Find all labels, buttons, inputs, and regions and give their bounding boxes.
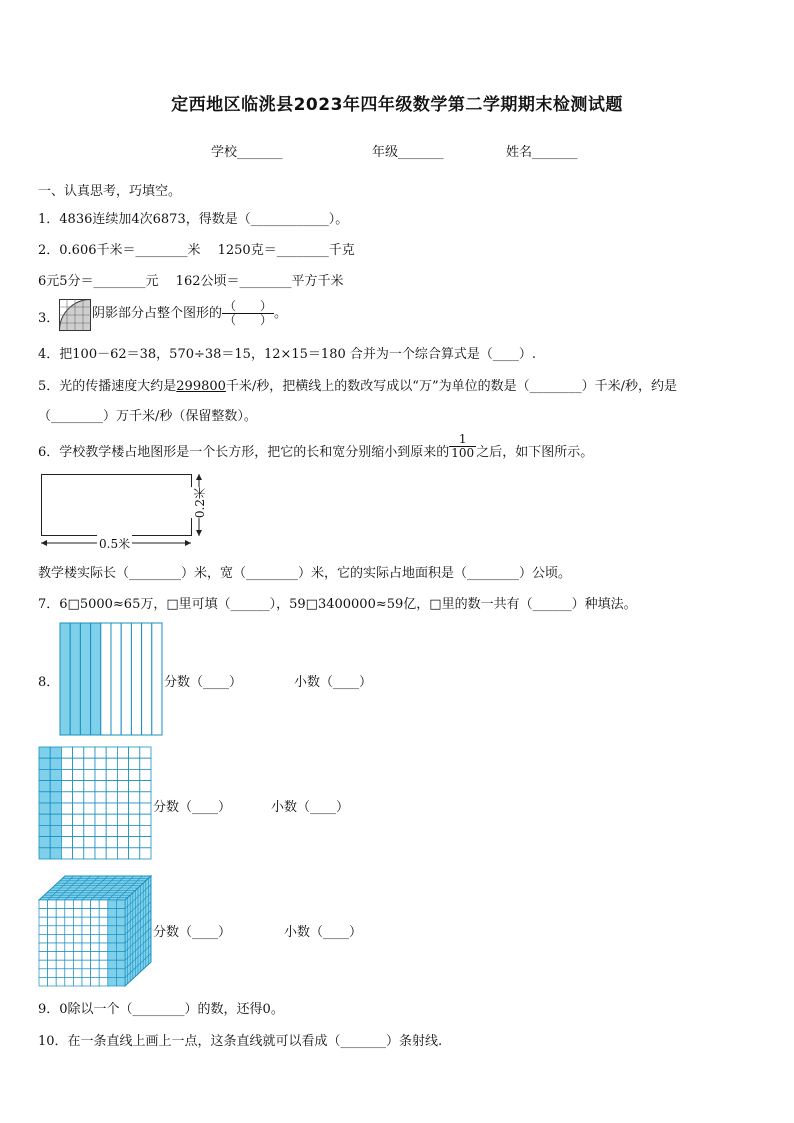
shaded-cell [108,952,117,961]
question-3-number: 3． [38,311,60,326]
blank-cell [56,926,65,935]
shaded-cell [108,960,117,969]
blank-cell [84,769,95,780]
page-title: 定西地区临洮县2023年四年级数学第二学期期末检测试题 [171,95,623,115]
shaded-cell [50,837,61,848]
blank-strip [131,623,141,735]
blank-cell [117,848,128,859]
shaded-cell [39,825,50,836]
blank-cell [117,758,128,769]
shaded-cell [108,977,117,986]
blank-cell [129,814,140,825]
shaded-cell [50,792,61,803]
blank-cell [56,943,65,952]
blank-cell [82,900,91,909]
blank-cell [56,909,65,918]
shaded-cell [50,848,61,859]
question-6-post: 之后，如下图所示。 [476,445,594,460]
shaded-cell [39,848,50,859]
blank-cell [48,977,57,986]
question-5-post: 千米/秒，把横线上的数改写成以“万”为单位的数是（________）千米/秒，约是 [225,379,677,394]
blank-cell [56,952,65,961]
blank-cell [73,926,82,935]
blank-cell [39,969,48,978]
question-2-line-1: 2．0.606千米＝________米 1250克＝________千克 [38,243,355,258]
section-heading: 一、认真思考，巧填空。 [38,184,182,199]
blank-cell [56,969,65,978]
figure-2-fraction-answer: 分数（____） [153,800,232,815]
question-5-line-2: （________）万千米/秒（保留整数）。 [38,409,257,424]
blank-cell [39,943,48,952]
blank-cell [140,769,151,780]
shaded-cell [116,900,125,909]
blank-cell [91,969,100,978]
blank-cell [129,803,140,814]
blank-cell [56,934,65,943]
blank-cell [48,952,57,961]
blank-cell [56,960,65,969]
blank-cell [65,909,74,918]
shaded-cell [116,977,125,986]
blank-cell [106,758,117,769]
question-4: 4．把100－62＝38，570÷38＝15，12×15＝180 合并为一个综合算式是（____）. [38,347,537,362]
blank-cell [140,803,151,814]
blank-cell [91,952,100,961]
question-5-line-1 [38,375,677,394]
question-2-line-2: 6元5分＝________元 162公顷＝________平方千米 [38,274,344,289]
blank-cell [73,900,82,909]
blank-cell [48,926,57,935]
blank-cell [73,803,84,814]
figure-2-decimal-answer: 小数（____） [271,800,350,815]
blank-cell [39,934,48,943]
shaded-cell [50,803,61,814]
figure-3-decimal-answer: 小数（____） [284,925,363,940]
blank-cell [95,758,106,769]
blank-cell [65,943,74,952]
blank-cell [95,825,106,836]
shaded-cell [116,934,125,943]
blank-cell [73,769,84,780]
blank-cell [82,909,91,918]
blank-cell [95,781,106,792]
question-3-fraction [222,300,274,327]
shaded-cell [39,792,50,803]
blank-cell [91,934,100,943]
blank-cell [73,825,84,836]
figure-1-decimal-answer: 小数（____） [294,675,373,690]
blank-cell [91,943,100,952]
blank-cell [140,814,151,825]
shaded-cell [116,926,125,935]
blank-cell [84,803,95,814]
blank-cell [91,909,100,918]
question-1: 1．4836连续加4次6873，得数是（____________）。 [38,212,349,227]
blank-cell [48,960,57,969]
fraction-denominator: （ ） [224,313,273,328]
light-speed-value: 299800 [176,379,226,394]
blank-cell [73,747,84,758]
blank-cell [56,917,65,926]
blank-cell [95,803,106,814]
blank-cell [129,781,140,792]
fraction-figure-strips [59,622,163,736]
blank-cell [61,837,72,848]
blank-cell [95,814,106,825]
figure-1-fraction-answer: 分数（____） [164,675,243,690]
blank-strip [121,623,131,735]
blank-cell [91,917,100,926]
blank-cell [95,848,106,859]
blank-cell [129,825,140,836]
blank-cell [99,969,108,978]
hundred-grid-figure [38,746,152,860]
blank-cell [61,814,72,825]
blank-cell [140,758,151,769]
blank-cell [61,747,72,758]
blank-cell [99,952,108,961]
blank-cell [82,926,91,935]
blank-strip [152,623,162,735]
blank-cell [65,969,74,978]
blank-cell [82,977,91,986]
blank-cell [73,837,84,848]
blank-cell [140,837,151,848]
shaded-cell [39,803,50,814]
blank-cell [99,900,108,909]
blank-cell [73,952,82,961]
blank-cell [48,934,57,943]
blank-cell [91,977,100,986]
shaded-cell [116,952,125,961]
shaded-cell [108,900,117,909]
blank-cell [106,769,117,780]
shaded-strip [60,623,70,735]
grade-field: 年级_______ [372,145,444,160]
blank-cell [106,803,117,814]
blank-cell [129,769,140,780]
blank-cell [84,792,95,803]
shaded-cell [50,825,61,836]
blank-cell [95,769,106,780]
blank-cell [73,909,82,918]
blank-cell [84,814,95,825]
blank-cell [61,758,72,769]
question-8-number: 8． [38,675,60,690]
blank-cell [39,917,48,926]
question-5-pre: 5．光的传播速度大约是 [38,379,177,394]
blank-cell [106,792,117,803]
shaded-cell [50,814,61,825]
blank-cell [48,900,57,909]
blank-cell [73,814,84,825]
blank-cell [117,781,128,792]
blank-cell [129,792,140,803]
shaded-cell [116,969,125,978]
blank-cell [82,917,91,926]
blank-cell [61,803,72,814]
blank-cell [106,814,117,825]
blank-cell [65,977,74,986]
blank-cell [39,952,48,961]
shaded-cell [39,814,50,825]
shaded-cell [108,917,117,926]
blank-cell [82,969,91,978]
blank-cell [117,792,128,803]
blank-cell [91,900,100,909]
blank-cell [117,825,128,836]
blank-cell [84,781,95,792]
shaded-cell [116,943,125,952]
blank-cell [95,792,106,803]
blank-cell [61,825,72,836]
blank-strip [142,623,152,735]
blank-cell [129,848,140,859]
blank-cell [140,848,151,859]
blank-cell [73,792,84,803]
shaded-cell [108,926,117,935]
question-6-pre: 6．学校教学楼占地图形是一个长方形，把它的长和宽分别缩小到原来的 [38,445,450,460]
blank-cell [48,909,57,918]
blank-cell [73,934,82,943]
blank-cell [106,825,117,836]
school-field: 学校_______ [211,145,283,160]
blank-cell [91,960,100,969]
blank-cell [73,758,84,769]
blank-cell [65,900,74,909]
blank-cell [140,825,151,836]
blank-cell [99,926,108,935]
blank-cell [117,747,128,758]
blank-cell [48,943,57,952]
blank-strip [101,623,111,735]
shaded-cell [116,917,125,926]
blank-cell [91,926,100,935]
blank-cell [61,848,72,859]
question-3-suffix: 。 [274,306,288,322]
shaded-strip [70,623,80,735]
blank-cell [129,747,140,758]
blank-cell [84,837,95,848]
blank-cell [84,758,95,769]
shaded-cell [50,781,61,792]
blank-cell [73,848,84,859]
blank-cell [117,814,128,825]
blank-cell [73,969,82,978]
blank-cell [117,803,128,814]
shaded-cell [116,960,125,969]
shaded-cell [39,781,50,792]
blank-cell [56,900,65,909]
blank-cell [61,792,72,803]
name-field: 姓名_______ [506,145,578,160]
width-label: 0.5米 [99,537,131,551]
blank-cell [65,926,74,935]
blank-cell [140,792,151,803]
blank-cell [39,977,48,986]
question-7: 7．6□5000≈65万，□里可填（______），59□3400000≈59亿，□里的数一共有（______）种填法。 [38,597,637,612]
shaded-cell [39,747,50,758]
height-label: 0.2米 [193,487,207,519]
question-6-answer: 教学楼实际长（________）米，宽（________）米，它的实际占地面积是（________）公顷。 [38,566,572,581]
shaded-cell [39,837,50,848]
blank-cell [140,747,151,758]
blank-cell [39,960,48,969]
cube-figure [38,870,152,988]
shaded-strip [80,623,90,735]
blank-cell [117,837,128,848]
blank-cell [84,848,95,859]
blank-cell [65,960,74,969]
blank-cell [99,943,108,952]
fraction-numerator: （ ） [224,299,273,313]
figure-3-fraction-answer: 分数（____） [153,925,232,940]
blank-cell [99,909,108,918]
blank-cell [82,952,91,961]
blank-cell [106,781,117,792]
blank-strip [111,623,121,735]
blank-cell [129,758,140,769]
shaded-cell [108,909,117,918]
shaded-cell [108,943,117,952]
question-10: 10．在一条直线上画上一点，这条直线就可以看成（_______）条射线. [38,1034,443,1049]
blank-cell [56,977,65,986]
blank-cell [106,848,117,859]
shaded-cell [116,909,125,918]
blank-cell [73,781,84,792]
blank-cell [106,837,117,848]
blank-cell [65,917,74,926]
shaded-cell [108,969,117,978]
blank-cell [39,926,48,935]
question-6-line [38,431,594,460]
shaded-cell [50,769,61,780]
shaded-cell [108,934,117,943]
question-3-text: 阴影部分占整个图形的 [92,306,223,322]
blank-cell [82,943,91,952]
blank-cell [73,943,82,952]
blank-cell [61,769,72,780]
blank-cell [99,917,108,926]
blank-cell [39,909,48,918]
blank-cell [48,917,57,926]
fraction-denominator: 100 [451,446,475,460]
blank-cell [99,960,108,969]
question-6-fraction [449,433,476,460]
blank-cell [95,747,106,758]
blank-cell [73,917,82,926]
question-9: 9．0除以一个（________）的数，还得0。 [38,1002,284,1017]
shaded-cell [39,758,50,769]
blank-cell [48,969,57,978]
blank-cell [73,977,82,986]
blank-cell [106,747,117,758]
shaded-cell [50,758,61,769]
blank-cell [73,960,82,969]
blank-cell [99,977,108,986]
blank-cell [65,952,74,961]
blank-cell [82,934,91,943]
blank-cell [140,781,151,792]
blank-cell [95,837,106,848]
blank-cell [82,960,91,969]
blank-cell [117,769,128,780]
shaded-strip [91,623,101,735]
fraction-numerator: 1 [449,433,476,447]
blank-cell [129,837,140,848]
question-3-text-row [92,300,287,327]
blank-cell [84,825,95,836]
blank-cell [84,747,95,758]
shaded-cell [39,769,50,780]
shaded-cell [50,747,61,758]
blank-cell [61,781,72,792]
blank-cell [65,934,74,943]
question-3-figure [59,299,91,331]
blank-cell [39,900,48,909]
blank-cell [99,934,108,943]
